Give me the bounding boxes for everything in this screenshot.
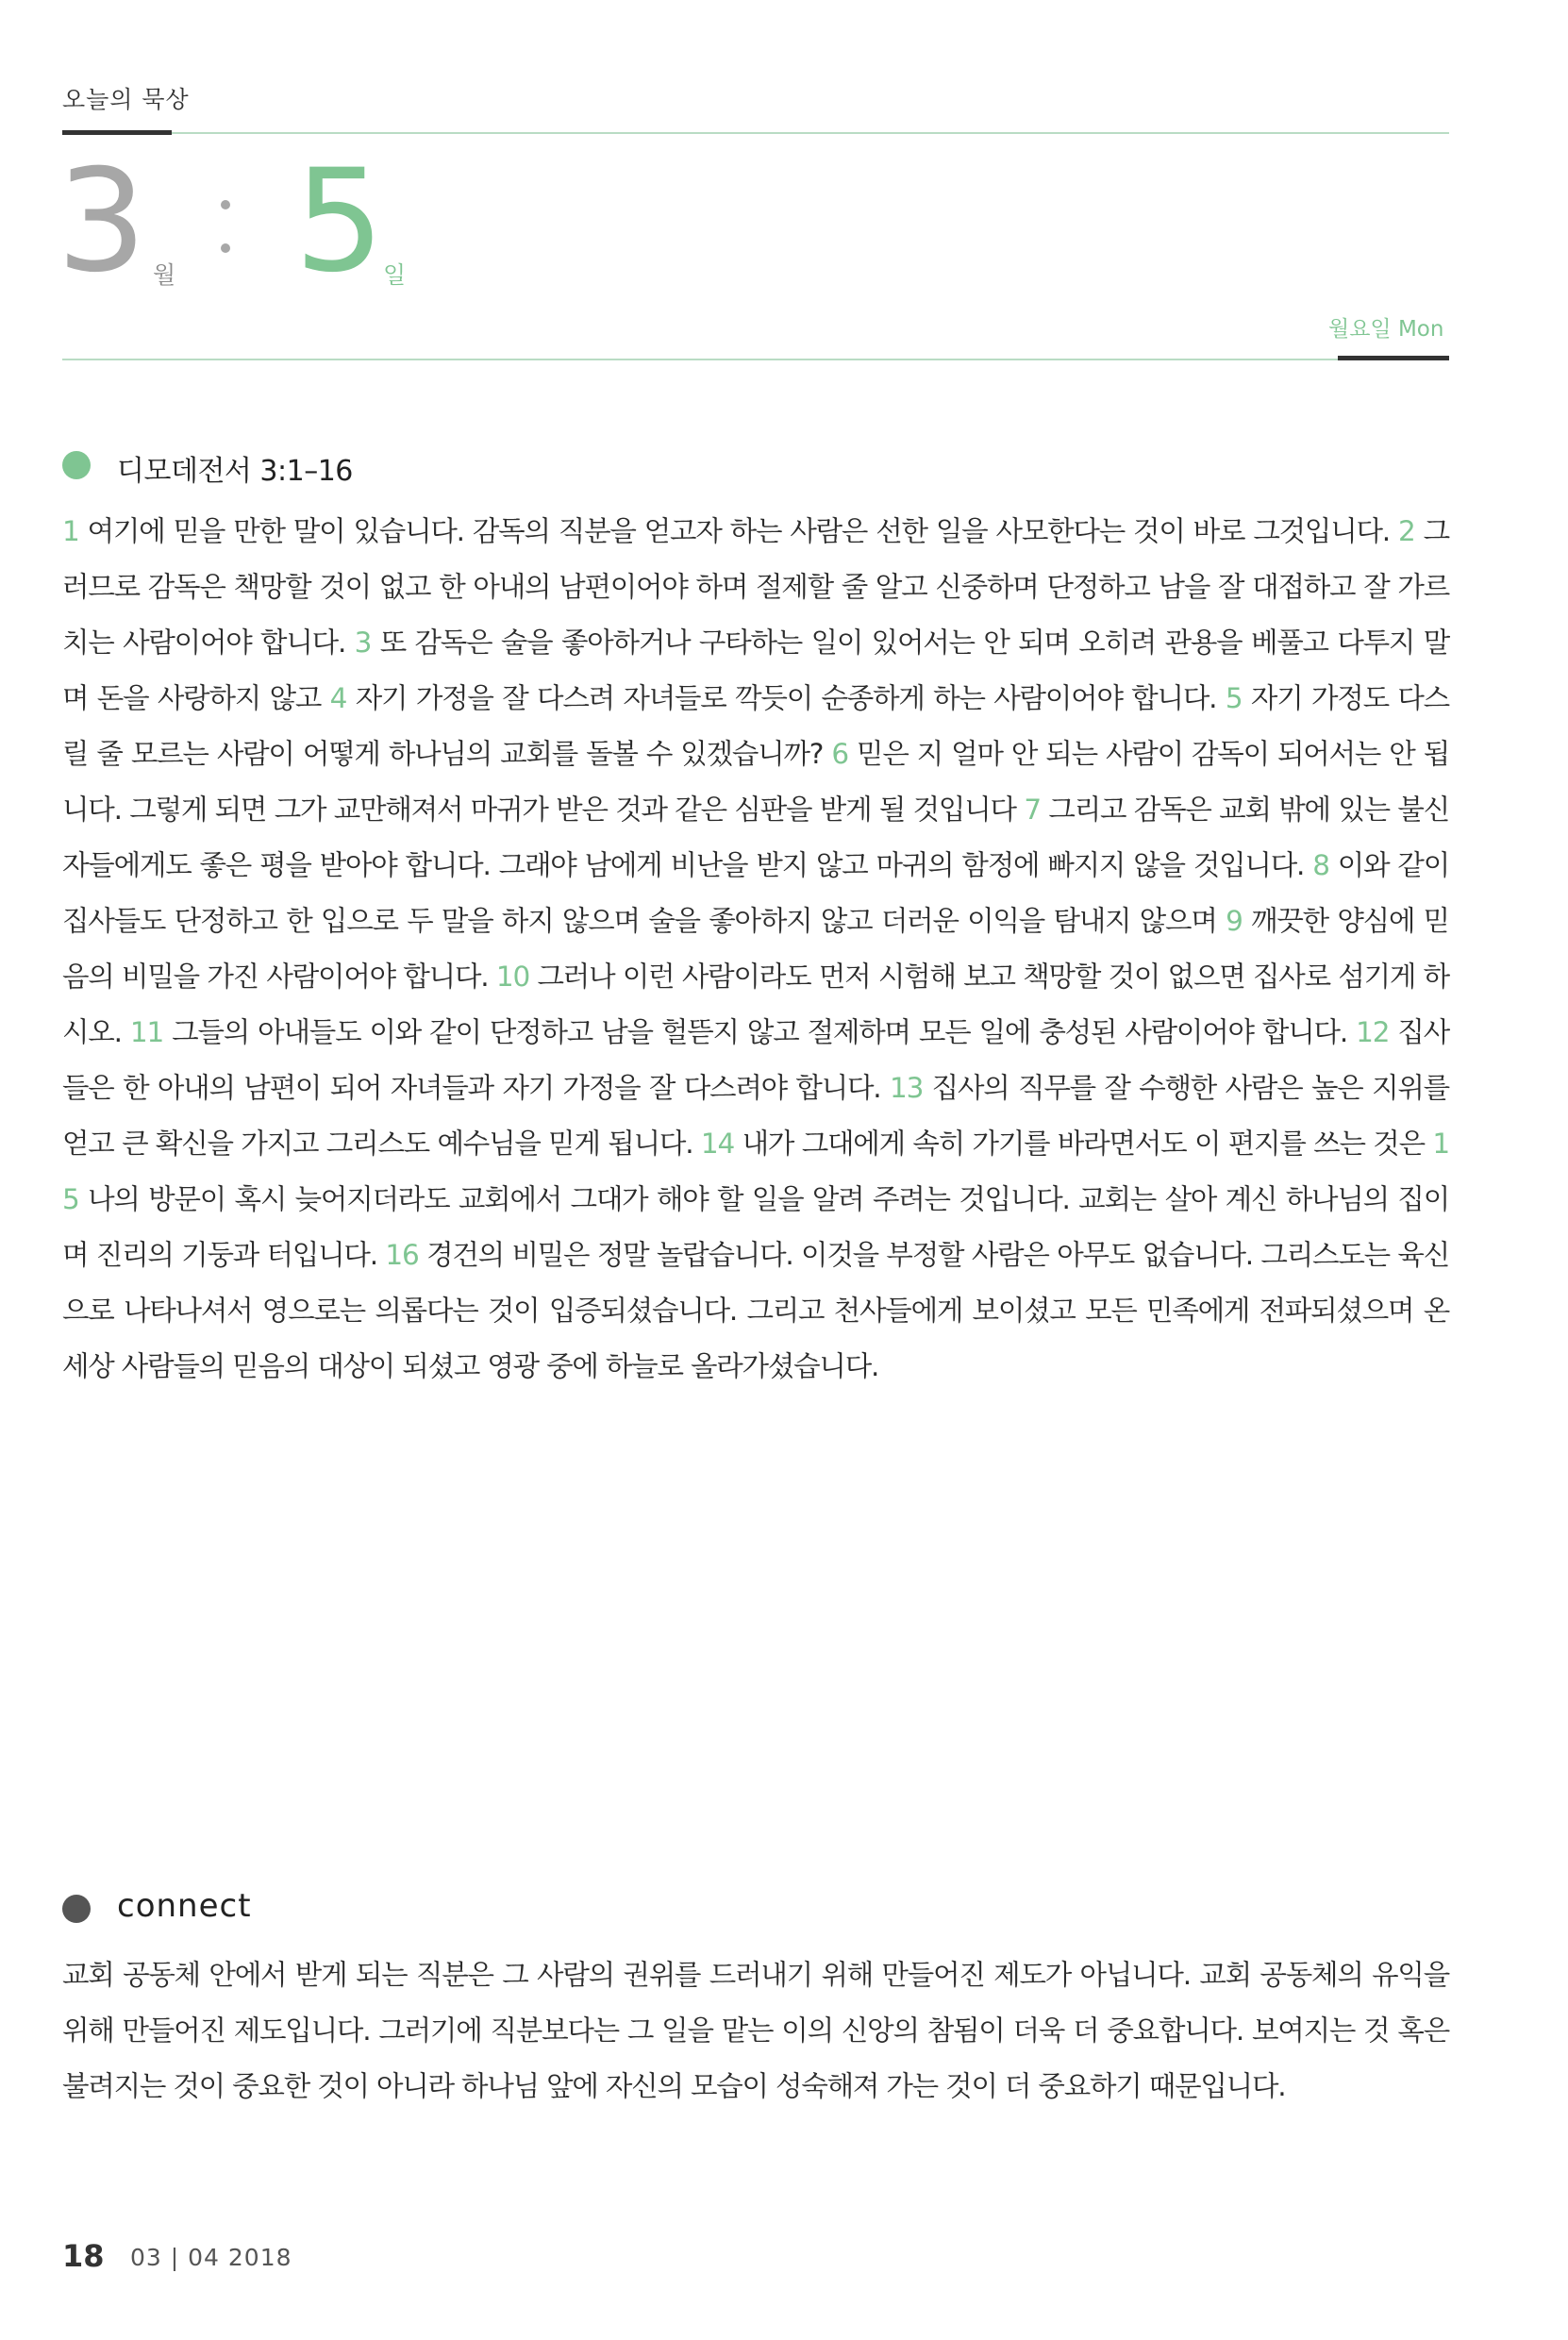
verse-number: 2 (1398, 515, 1415, 547)
month-unit: 월 (153, 261, 176, 289)
verse-number: 16 (385, 1239, 419, 1271)
verse-text: 내가 그대에게 속히 가기를 바라면서도 이 편지를 쓰는 것은 (742, 1128, 1425, 1160)
day-unit: 일 (383, 261, 407, 289)
top-divider-accent (62, 130, 172, 135)
header-divider (62, 359, 1449, 360)
connect-bullet-icon (62, 1895, 91, 1923)
verse-text: 집사들은 한 아내의 남편이 되어 자녀들과 자기 가정을 잘 다스려야 합니다. (62, 1016, 1449, 1104)
verse-number: 10 (495, 961, 530, 993)
date-separator-colon (221, 200, 230, 287)
verse-text: 여기에 믿을 만한 말이 있습니다. 감독의 직분을 얻고자 하는 사람은 선한 일을 사모한다는 것이 바로 그것입니다. (87, 515, 1390, 547)
header-divider-accent (1338, 356, 1449, 360)
top-divider (62, 132, 1449, 134)
month-number: 3 (57, 140, 147, 304)
weekday-label: 월요일 Mon (1328, 317, 1444, 342)
day-number: 5 (294, 140, 385, 304)
verse-text: 깨끗한 양심에 믿음의 비밀을 가진 사람이어야 합니다. (62, 905, 1449, 993)
verse-number: 1 (62, 515, 79, 547)
scripture-reference: 디모데전서 3:1–16 (117, 455, 353, 488)
verse-text: 나의 방문이 혹시 늦어지더라도 교회에서 그대가 해야 할 일을 알려 주려는 것입니다. 교회는 살아 계신 하나님의 집이며 진리의 기둥과 터입니다. (62, 1183, 1449, 1271)
verse-text: 그리고 감독은 교회 밖에 있는 불신자들에게도 좋은 평을 받아야 합니다. 그래야 남에게 비난을 받지 않고 마귀의 함정에 빠지지 않을 것입니다. (62, 794, 1450, 881)
verse-text: 자기 가정도 다스릴 줄 모르는 사람이 어떻게 하나님의 교회를 돌볼 수 있겠습니까? (62, 682, 1449, 770)
verse-number: 12 (1356, 1016, 1390, 1048)
scripture-passage (62, 504, 1449, 1395)
verse-number: 5 (1225, 682, 1243, 714)
connect-heading: connect (117, 1887, 252, 1925)
verse-number: 4 (329, 682, 347, 714)
page-number: 18 (62, 2238, 105, 2274)
verse-number: 14 (700, 1128, 735, 1160)
verse-text: 또 감독은 술을 좋아하거나 구타하는 일이 있어서는 안 되며 오히려 관용을 베풀고 다투지 말며 돈을 사랑하지 않고 (62, 627, 1449, 714)
verse-text: 자기 가정을 잘 다스려 자녀들로 깍듯이 순종하게 하는 사람이어야 합니다. (355, 682, 1217, 714)
verse-number: 7 (1024, 794, 1041, 826)
verse-text: 그러므로 감독은 책망할 것이 없고 한 아내의 남편이어야 하며 절제할 줄 알고 신중하며 단정하고 남을 잘 대접하고 잘 가르치는 사람이어야 합니다. (62, 515, 1449, 659)
section-label: 오늘의 묵상 (62, 86, 190, 113)
verse-number: 15 (62, 1128, 1449, 1215)
verse-text: 그들의 아내들도 이와 같이 단정하고 남을 헐뜯지 않고 절제하며 모든 일에 충성된 사람이어야 합니다. (172, 1016, 1347, 1048)
verse-text: 집사의 직무를 잘 수행한 사람은 높은 지위를 얻고 큰 확신을 가지고 그리스도 예수님을 믿게 됩니다. (62, 1072, 1449, 1160)
verse-number: 11 (129, 1016, 164, 1048)
verse-number: 3 (354, 627, 372, 659)
issue-date: 03 | 04 2018 (130, 2244, 292, 2271)
verse-text: 경건의 비밀은 정말 놀랍습니다. 이것을 부정할 사람은 아무도 없습니다. 그리스도는 육신으로 나타나셔서 영으로는 의롭다는 것이 입증되셨습니다. 그리고 천사들에게 보이셨고 모든 민족에게 전파되셨으며 온 세상 사람들의 믿음의 대상이 되셨고 영광 중에 하늘로 올라가셨습니다. (62, 1239, 1449, 1382)
verse-text: 이와 같이 집사들도 단정하고 한 입으로 두 말을 하지 않으며 술을 좋아하지 않고 더러운 이익을 탐내지 않으며 (62, 849, 1449, 937)
verse-text: 그러나 이런 사람이라도 먼저 시험해 보고 책망할 것이 없으면 집사로 섬기게 하시오. (62, 961, 1449, 1048)
verse-number: 9 (1226, 905, 1243, 937)
scripture-bullet-icon (62, 451, 91, 479)
verse-number: 6 (831, 738, 848, 770)
verse-number: 13 (890, 1072, 924, 1104)
connect-paragraph: 교회 공동체 안에서 받게 되는 직분은 그 사람의 권위를 드러내기 위해 만들어진 제도가 아닙니다. 교회 공동체의 유익을 위해 만들어진 제도입니다. 그러기에 직분보다는 그 일을 맡는 이의 신앙의 참됨이 더욱 더 중요합니다. 보여지는 것 혹은 불려지는 것이 중요한 것이 아니라 하나님 앞에 자신의 모습이 성숙해져 가는 것이 더 중요하기 때문입니다. (62, 1959, 1449, 2102)
verse-number: 8 (1312, 849, 1329, 881)
verse-text: 믿은 지 얼마 안 되는 사람이 감독이 되어서는 안 됩니다. 그렇게 되면 그가 교만해져서 마귀가 받은 것과 같은 심판을 받게 될 것입니다 (62, 738, 1449, 826)
